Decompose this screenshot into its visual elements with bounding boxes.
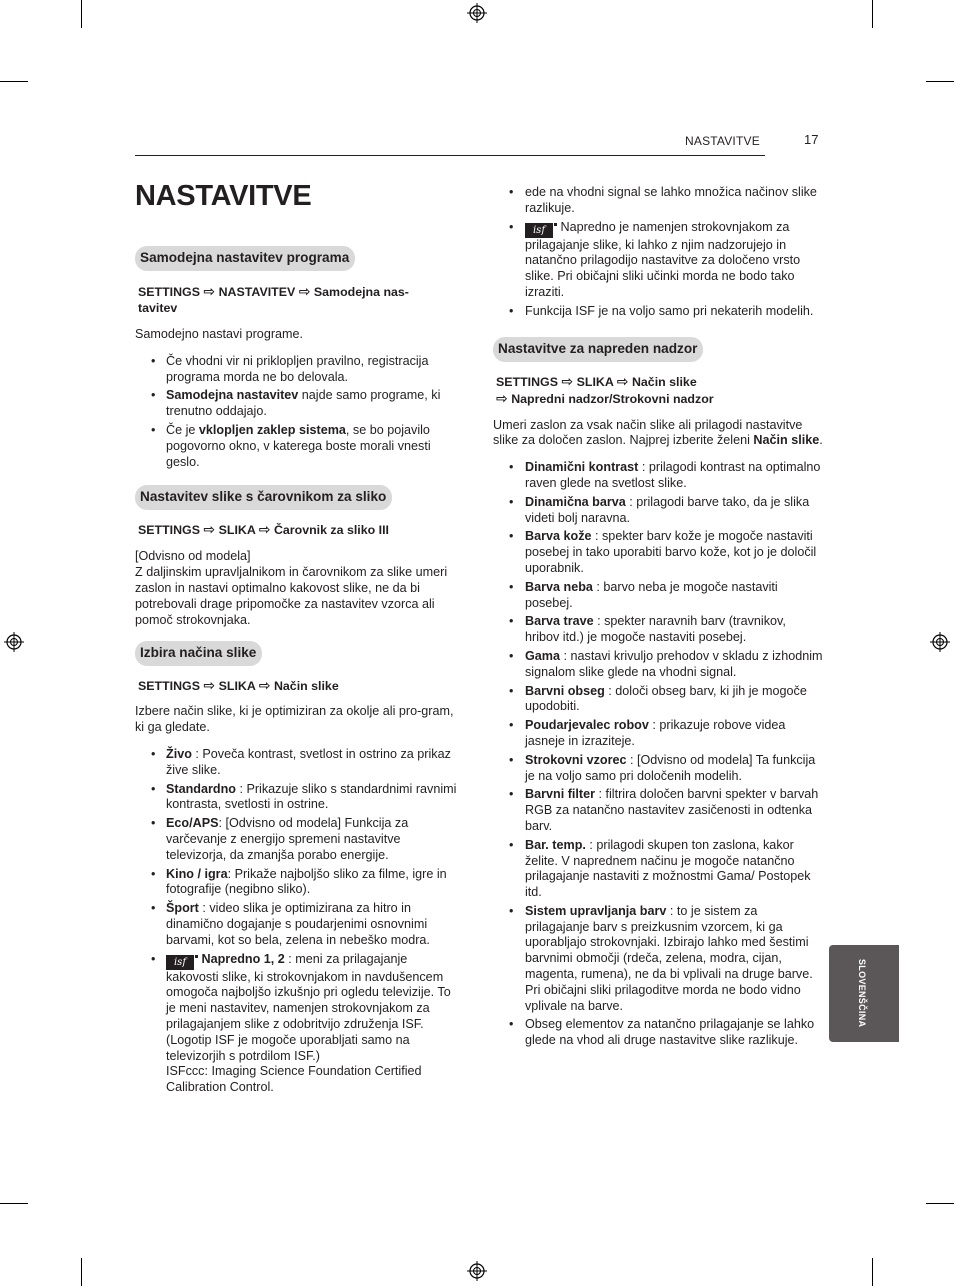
section-heading: Nastavitve za napreden nadzor <box>493 337 703 362</box>
list-item: • Šport : video slika je optimizirana za hitro in dinamično dogajanje s poudarjenimi osnovnimi barvami, kot so bela, zelena in nebeško modra. <box>135 901 460 948</box>
list-item: • Dinamična barva : prilagodi barve tako, da je slika videti bolj naravna. <box>493 495 823 527</box>
right-column <box>493 185 823 1052</box>
list-item: • Kino / igra: Prikaže najboljšo sliko za filme, igre in fotografije (negibno sliko). <box>135 867 460 899</box>
list-item: • Barvni obseg : določi obseg barv, ki jih je mogoče upodobiti. <box>493 684 823 716</box>
menu-path: SETTINGS ⇨ SLIKA ⇨ Način slike ⇨ Napredni nadzor/Strokovni nadzor <box>496 372 714 406</box>
list-item: • Obseg elementov za natančno prilagajanje se lahko glede na vhod ali druge nastavitve slike razlikuje. <box>493 1017 823 1049</box>
list-item: • Če je vklopljen zaklep sistema, se bo pojavilo pogovorno okno, v katerega boste morali vnesti geslo. <box>135 423 460 470</box>
left-column <box>135 246 460 1099</box>
language-tab <box>829 945 899 1042</box>
crop-mark <box>872 0 873 28</box>
crop-mark <box>81 1258 82 1286</box>
isf-logo-icon: isf <box>166 955 194 970</box>
list-item: • Bar. temp. : prilagodi skupen ton zaslona, kakor želite. V naprednem načinu je mogoče natančno prilagajanje nastaviti z možnostmi Gama/ Postopek itd. <box>493 838 823 901</box>
page-number: 17 <box>804 132 819 147</box>
list-item: • Poudarjevalec robov : prikazuje robove videa jasneje in izraziteje. <box>493 718 823 750</box>
list-item: • ede na vhodni signal se lahko množica načinov slike razlikuje. <box>493 185 823 217</box>
paragraph: Z daljinskim upravljalnikom in čarovnikom za slike umeri zaslon in nastavi optimalno kakovost slike, ne da bi potrebovali drage pripomočke za nastavitev vzorca ali pomoč strokovnjaka. <box>135 565 448 627</box>
paragraph: Umeri zaslon za vsak način slike ali prilagodi nastavitve slike za določen zaslon. Najprej izberite želeni Način slike. <box>493 417 823 448</box>
list-item: • Sistem upravljanja barv : to je sistem za prilagajanje barv s preizkusnim vzorcem, ki ga uporabljajo strokovnjaki. Izbirajo lahko med šestimi barvnimi območji (rdeča, zelena, modra, cijan, magenta, rumena), ne da bi vplivali na druge barve. Pri običajni sliki prilagoditve morda ne bodo vidno vplivale na barve. <box>493 904 823 1015</box>
list-item: • Dinamični kontrast : prilagodi kontrast na optimalno raven glede na svetlost slike. <box>493 460 823 492</box>
list-item: • Strokovni vzorec : [Odvisno od modela] Ta funkcija je na voljo samo pri določenih modelih. <box>493 753 823 785</box>
bullet-list <box>135 354 460 471</box>
registration-mark-icon <box>467 1261 487 1281</box>
crop-mark <box>0 81 28 82</box>
header-rule <box>135 155 765 156</box>
bullet-list <box>135 747 460 1096</box>
bullet-list <box>493 185 823 320</box>
paragraph: Izbere način slike, ki je optimiziran za okolje ali pro-gram, ki ga gledate. <box>135 704 454 735</box>
paragraph: [Odvisno od modela] <box>135 549 251 564</box>
list-item: • Standardno : Prikazuje sliko s standardnimi ravnimi kontrasta, svetlosti in ostrine. <box>135 782 460 814</box>
crop-mark <box>0 1203 28 1204</box>
running-header: NASTAVITVE <box>685 134 760 148</box>
registration-mark-icon <box>930 632 950 652</box>
registration-mark-icon <box>467 3 487 23</box>
list-item: • Barva neba : barvo neba je mogoče nastaviti posebej. <box>493 580 823 612</box>
list-item: • Če vhodni vir ni priklopljen pravilno, registracija programa morda ne bo delovala. <box>135 354 460 386</box>
bullet-list <box>493 460 823 1049</box>
list-item: • Funkcija ISF je na voljo samo pri nekaterih modelih. <box>493 304 823 320</box>
section-heading: Nastavitev slike s čarovnikom za sliko <box>135 485 392 510</box>
list-item: • Barva kože : spekter barv kože je mogoče nastaviti posebej in tako uporabiti barvo kože, kot jo je določil uporabnik. <box>493 529 823 576</box>
list-item: • isf Napredno 1, 2 : meni za prilagajanje kakovosti slike, ki strokovnjakom in navdušencem omogoča najboljšo izkušnjo pri ogledu televizije. To je meni nastavitev, namenjen strokovnjakom za prilagajanjem slike z odobritvijo združenja ISF. (Logotip ISF je mogoče uporabljati samo na televizorjih s potrdilom ISF.) ISFccc: Imaging Science Foundation Certified Calibration Control. <box>135 952 460 1096</box>
menu-path: SETTINGS ⇨ SLIKA ⇨ Čarovnik za sliko III <box>138 521 389 538</box>
crop-mark <box>872 1258 873 1286</box>
list-item: • Eco/APS: [Odvisno od modela] Funkcija za varčevanje z energijo spremeni nastavitve televizorja, da zmanjša porabo energije. <box>135 816 460 863</box>
language-tab-label: SLOVENŠČINA <box>857 959 867 1028</box>
list-item: • Gama : nastavi krivuljo prehodov v skladu z izhodnim signalom slike glede na vhodni signal. <box>493 649 823 681</box>
list-item: • Barva trave : spekter naravnih barv (travnikov, hribov itd.) je mogoče nastaviti posebej. <box>493 614 823 646</box>
registration-mark-icon <box>4 632 24 652</box>
list-item: • Barvni filter : filtrira določen barvni spekter v barvah RGB za natančno nastavitev zasičenosti in odtenka barv. <box>493 787 823 834</box>
list-item: • Živo : Poveča kontrast, svetlost in ostrino za prikaz žive slike. <box>135 747 460 779</box>
list-item: • isf Napredno je namenjen strokovnjakom za prilagajanje slike, ki lahko z njim nadzorujejo in natančno prilagodijo nastavitve za določeno vrsto slike. Pri običajni sliki učinki morda ne bodo tako izraziti. <box>493 220 823 301</box>
crop-mark <box>81 0 82 28</box>
menu-path: SETTINGS ⇨ SLIKA ⇨ Način slike <box>138 677 339 694</box>
section-heading: Izbira načina slike <box>135 641 262 666</box>
paragraph: Samodejno nastavi programe. <box>135 327 304 341</box>
list-item: • Samodejna nastavitev najde samo programe, ki trenutno oddajajo. <box>135 388 460 420</box>
crop-mark <box>926 81 954 82</box>
crop-mark <box>926 1203 954 1204</box>
page-title: NASTAVITVE <box>135 180 312 212</box>
section-heading: Samodejna nastavitev programa <box>135 246 355 271</box>
menu-path: SETTINGS ⇨ NASTAVITEV ⇨ Samodejna nas- tavitev <box>138 283 409 315</box>
isf-logo-icon: isf <box>525 223 553 238</box>
